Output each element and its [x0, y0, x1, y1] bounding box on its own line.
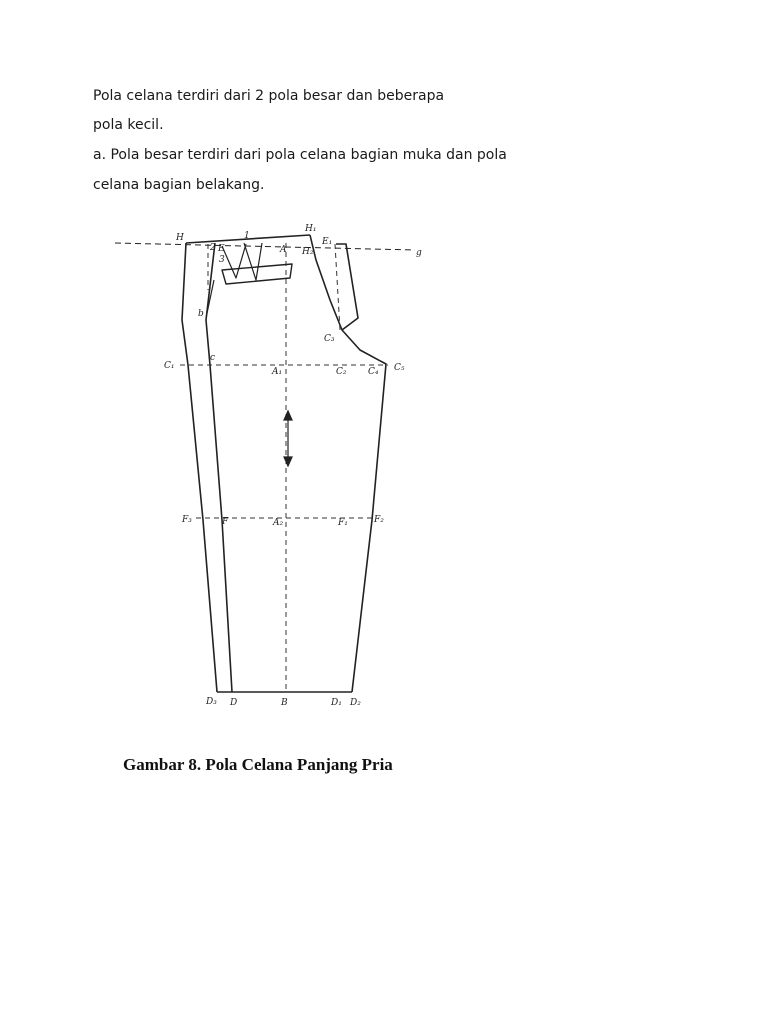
label-c: c [210, 353, 216, 363]
label-D2: D₂ [350, 698, 361, 708]
label-D1: D₁ [331, 698, 342, 708]
label-b: b [198, 309, 204, 319]
label-C4: C₄ [368, 367, 379, 377]
label-A: A [280, 245, 287, 255]
back-rise-curve [336, 244, 358, 330]
paragraph-line-4: celana bagian belakang. [93, 177, 265, 193]
label-D: D [230, 698, 238, 708]
fly-curve [206, 280, 214, 318]
dart-2 [222, 244, 246, 278]
label-C5: C₅ [394, 363, 405, 373]
waist-guide-line [115, 243, 415, 250]
label-E: E [218, 244, 225, 254]
figure-caption: Gambar 8. Pola Celana Panjang Pria [123, 755, 393, 774]
outer-seam-left [182, 243, 217, 692]
side-guide-front [335, 244, 340, 330]
label-C1: C₁ [164, 361, 175, 371]
waist-line [186, 235, 310, 243]
label-F2: F₂ [374, 515, 384, 525]
label-F: F [222, 517, 229, 527]
label-g: g [416, 248, 422, 258]
dart-1 [244, 243, 262, 280]
label-E1: E₁ [322, 237, 333, 247]
label-A1: A₁ [272, 367, 283, 377]
label-2: 2 [210, 243, 216, 253]
paragraph-line-2: pola kecil. [93, 117, 164, 133]
label-F1: F₁ [338, 518, 348, 528]
label-3: 3 [219, 255, 225, 265]
label-A2: A₂ [273, 518, 284, 528]
pocket-shape [222, 264, 292, 284]
label-H: H [176, 233, 184, 243]
label-1: 1 [244, 231, 250, 241]
label-B: B [281, 698, 288, 708]
paragraph-line-1: Pola celana terdiri dari 2 pola besar dan beberapa [93, 88, 445, 104]
inner-front-seam [206, 243, 232, 692]
front-inseam [310, 235, 386, 692]
label-F3: F₃ [182, 515, 192, 525]
label-D3: D₃ [206, 697, 217, 707]
label-H2: H₂ [302, 247, 314, 257]
arrow-head-down [284, 457, 292, 466]
paragraph-line-3: a. Pola besar terdiri dari pola celana bagian muka dan pola [93, 147, 507, 163]
label-C2: C₂ [336, 367, 347, 377]
arrow-head-up [284, 411, 292, 420]
label-H1: H₁ [305, 224, 317, 234]
label-C3: C₃ [324, 334, 335, 344]
